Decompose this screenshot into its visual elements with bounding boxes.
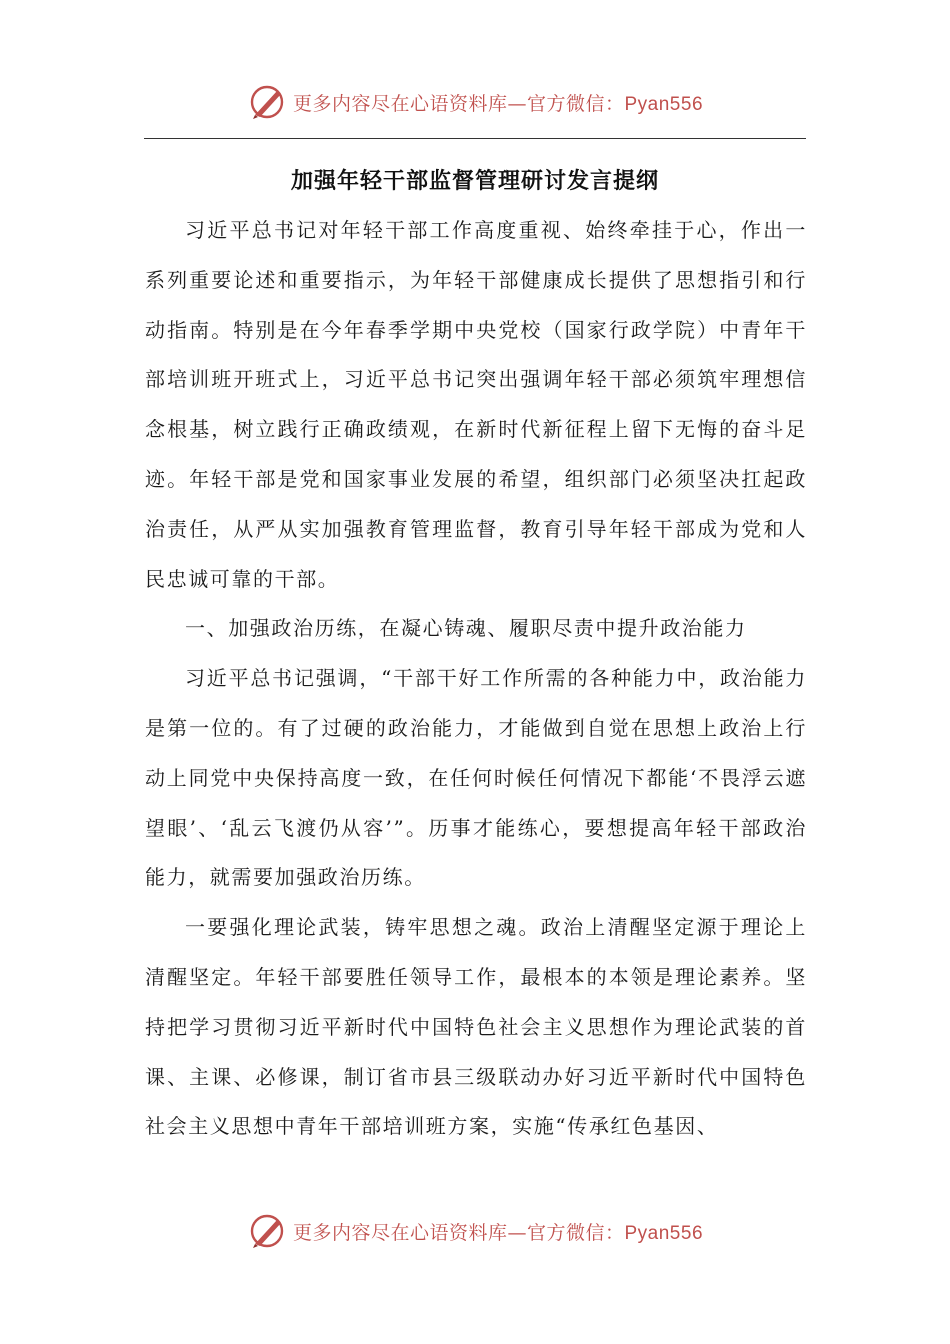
header-banner-text: 更多内容尽在心语资料库—官方微信：Pyan556 <box>292 92 704 115</box>
paragraph: 习近平总书记对年轻干部工作高度重视、始终牵挂于心，作出一系列重要论述和重要指示，为年轻干部健康成长提供了思想指引和行动指南。特别是在今年春季学期中央党校（国家行政学院）中青年干部培训班开班式上，习近平总书记突出强调年轻干部必须筑牢理想信念根基，树立践行正确政绩观，在新时代新征程上留下无悔的奋斗足迹。年轻干部是党和国家事业发展的希望，组织部门必须坚决扛起政治责任，从严从实加强教育管理监督，教育引导年轻干部成为党和人民忠诚可靠的干部。 <box>145 218 807 591</box>
header-divider <box>144 138 806 139</box>
document-body <box>145 206 807 1152</box>
pen-logo-icon <box>247 1211 287 1251</box>
footer-banner <box>0 1209 950 1253</box>
section-heading: 一、加强政治历练，在凝心铸魂、履职尽责中提升政治能力 <box>185 616 747 641</box>
document-title: 加强年轻干部监督管理研讨发言提纲 <box>290 168 659 194</box>
pen-logo-icon <box>247 82 287 122</box>
paragraph: 习近平总书记强调，“干部干好工作所需的各种能力中，政治能力是第一位的。有了过硬的政治能力，才能做到自觉在思想上政治上行动上同党中央保持高度一致，在任何时候任何情况下都能‘不畏浮云遮望眼’、‘乱云飞渡仍从容’”。历事才能练心，要想提高年轻干部政治能力，就需要加强政治历练。 <box>145 666 807 890</box>
paragraph: 一要强化理论武装，铸牢思想之魂。政治上清醒坚定源于理论上清醒坚定。年轻干部要胜任领导工作，最根本的本领是理论素养。坚持把学习贯彻习近平新时代中国特色社会主义思想作为理论武装的首课、主课、必修课，制订省市县三级联动办好习近平新时代中国特色社会主义思想中青年干部培训班方案，实施“传承红色基因、 <box>145 915 807 1139</box>
footer-banner-text: 更多内容尽在心语资料库—官方微信：Pyan556 <box>292 1221 704 1244</box>
header-banner <box>0 80 950 124</box>
